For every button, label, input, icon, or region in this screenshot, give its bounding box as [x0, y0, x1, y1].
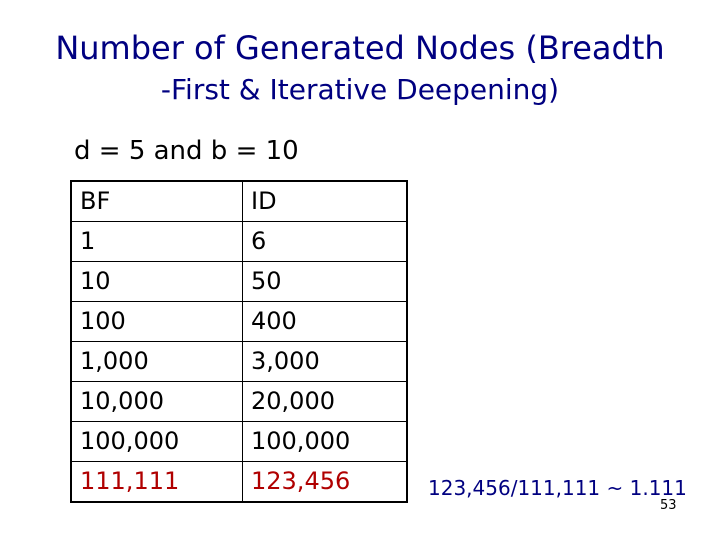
- slide-title-line1: Number of Generated Nodes (Breadth: [55, 29, 665, 67]
- table-row: [71, 222, 407, 262]
- bf-total-cell: 111,111: [71, 462, 243, 503]
- ratio-note: 123,456/111,111 ~ 1.111: [428, 476, 687, 500]
- table-total-row: [71, 462, 407, 503]
- id-cell: 400: [243, 302, 408, 342]
- bf-cell: 100,000: [71, 422, 243, 462]
- id-cell: 3,000: [243, 342, 408, 382]
- slide-title-line2: -First & Iterative Deepening): [160, 73, 560, 106]
- id-cell: 100,000: [243, 422, 408, 462]
- nodes-comparison-table: [70, 180, 408, 503]
- header-bf: BF: [71, 181, 243, 222]
- id-cell: 20,000: [243, 382, 408, 422]
- id-cell: 6: [243, 222, 408, 262]
- parameters-text: d = 5 and b = 10: [74, 136, 299, 166]
- table-row: [71, 262, 407, 302]
- bf-cell: 1: [71, 222, 243, 262]
- page-number: 53: [660, 498, 677, 513]
- bf-cell: 10,000: [71, 382, 243, 422]
- table-row: [71, 342, 407, 382]
- bf-cell: 10: [71, 262, 243, 302]
- table-row: [71, 382, 407, 422]
- id-total-cell: 123,456: [243, 462, 408, 503]
- table-header-row: [71, 181, 407, 222]
- table-row: [71, 302, 407, 342]
- bf-cell: 1,000: [71, 342, 243, 382]
- header-id: ID: [243, 181, 408, 222]
- bf-cell: 100: [71, 302, 243, 342]
- id-cell: 50: [243, 262, 408, 302]
- table-row: [71, 422, 407, 462]
